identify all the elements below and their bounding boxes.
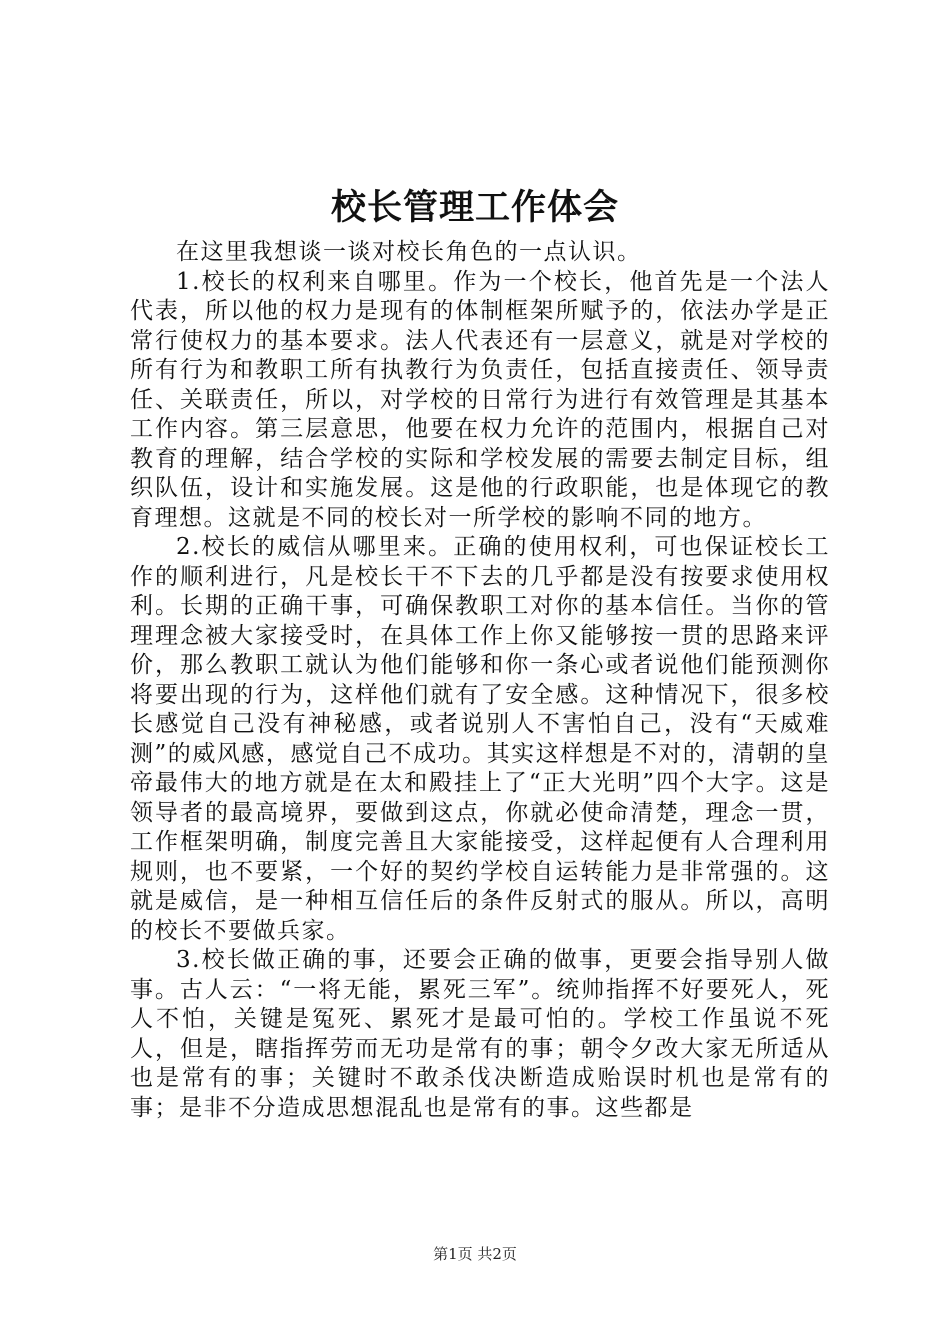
paragraph-intro: 在这里我想谈一谈对校长角色的一点认识。 [176, 239, 642, 265]
paragraph-2: 2.校长的威信从哪里来。正确的使用权利，可也保证校长工作的顺利进行，凡是校长干不下去的几乎都是没有按要求使用权利。长期的正确干事，可确保教职工对你的基本信任。当你的管理理念被大家接受时，在具体工作上你又能够按一贯的思路来评价，那么教职工就认为他们能够和你一条心或者说他们能预测你将要出现的行为，这样他们就有了安全感。这种情况下，很多校长感觉自己没有神秘感，或者说别人不害怕自己，没有“天威难测”的威风感，感觉自己不成功。其实这样想是不对的，清朝的皇帝最伟大的地方就是在太和殿挂上了“正大光明”四个大字。这是领导者的最高境界，要做到这点，你就必使命清楚，理念一贯，工作框架明确，制度完善且大家能接受，这样起便有人合理利用规则，也不要紧，一个好的契约学校自运转能力是非常强的。这就是威信，是一种相互信任后的条件反射式的服从。所以，高明的校长不要做兵家。 [130, 534, 830, 944]
paragraph-1: 1.校长的权利来自哪里。作为一个校长，他首先是一个法人代表，所以他的权力是现有的体制框架所赋予的，依法办学是正常行使权力的基本要求。法人代表还有一层意义，就是对学校的所有行为和教职工所有执教行为负责任，包括直接责任、领导责任、关联责任，所以，对学校的日常行为进行有效管理是其基本工作内容。第三层意思，他要在权力允许的范围内，根据自己对教育的理解，结合学校的实际和学校发展的需要去制定目标，组织队伍，设计和实施发展。这是他的行政职能，也是体现它的教育理想。这就是不同的校长对一所学校的影响不同的地方。 [130, 268, 830, 531]
document-title: 校长管理工作体会 [330, 187, 619, 228]
page-footer: 第1页 共2页 [433, 1245, 517, 1263]
paragraph-3: 3.校长做正确的事，还要会正确的做事，更要会指导别人做事。古人云：“一将无能，累死三军”。统帅指挥不好要死人，死人不怕，关键是冤死、累死才是最可怕的。学校工作虽说不死人，但是，瞎指挥劳而无功是常有的事；朝令夕改大家无所适从也是常有的事；关键时不敢杀伐决断造成贻误时机也是常有的事；是非不分造成思想混乱也是常有的事。这些都是 [130, 947, 830, 1121]
document-body [130, 238, 830, 1123]
